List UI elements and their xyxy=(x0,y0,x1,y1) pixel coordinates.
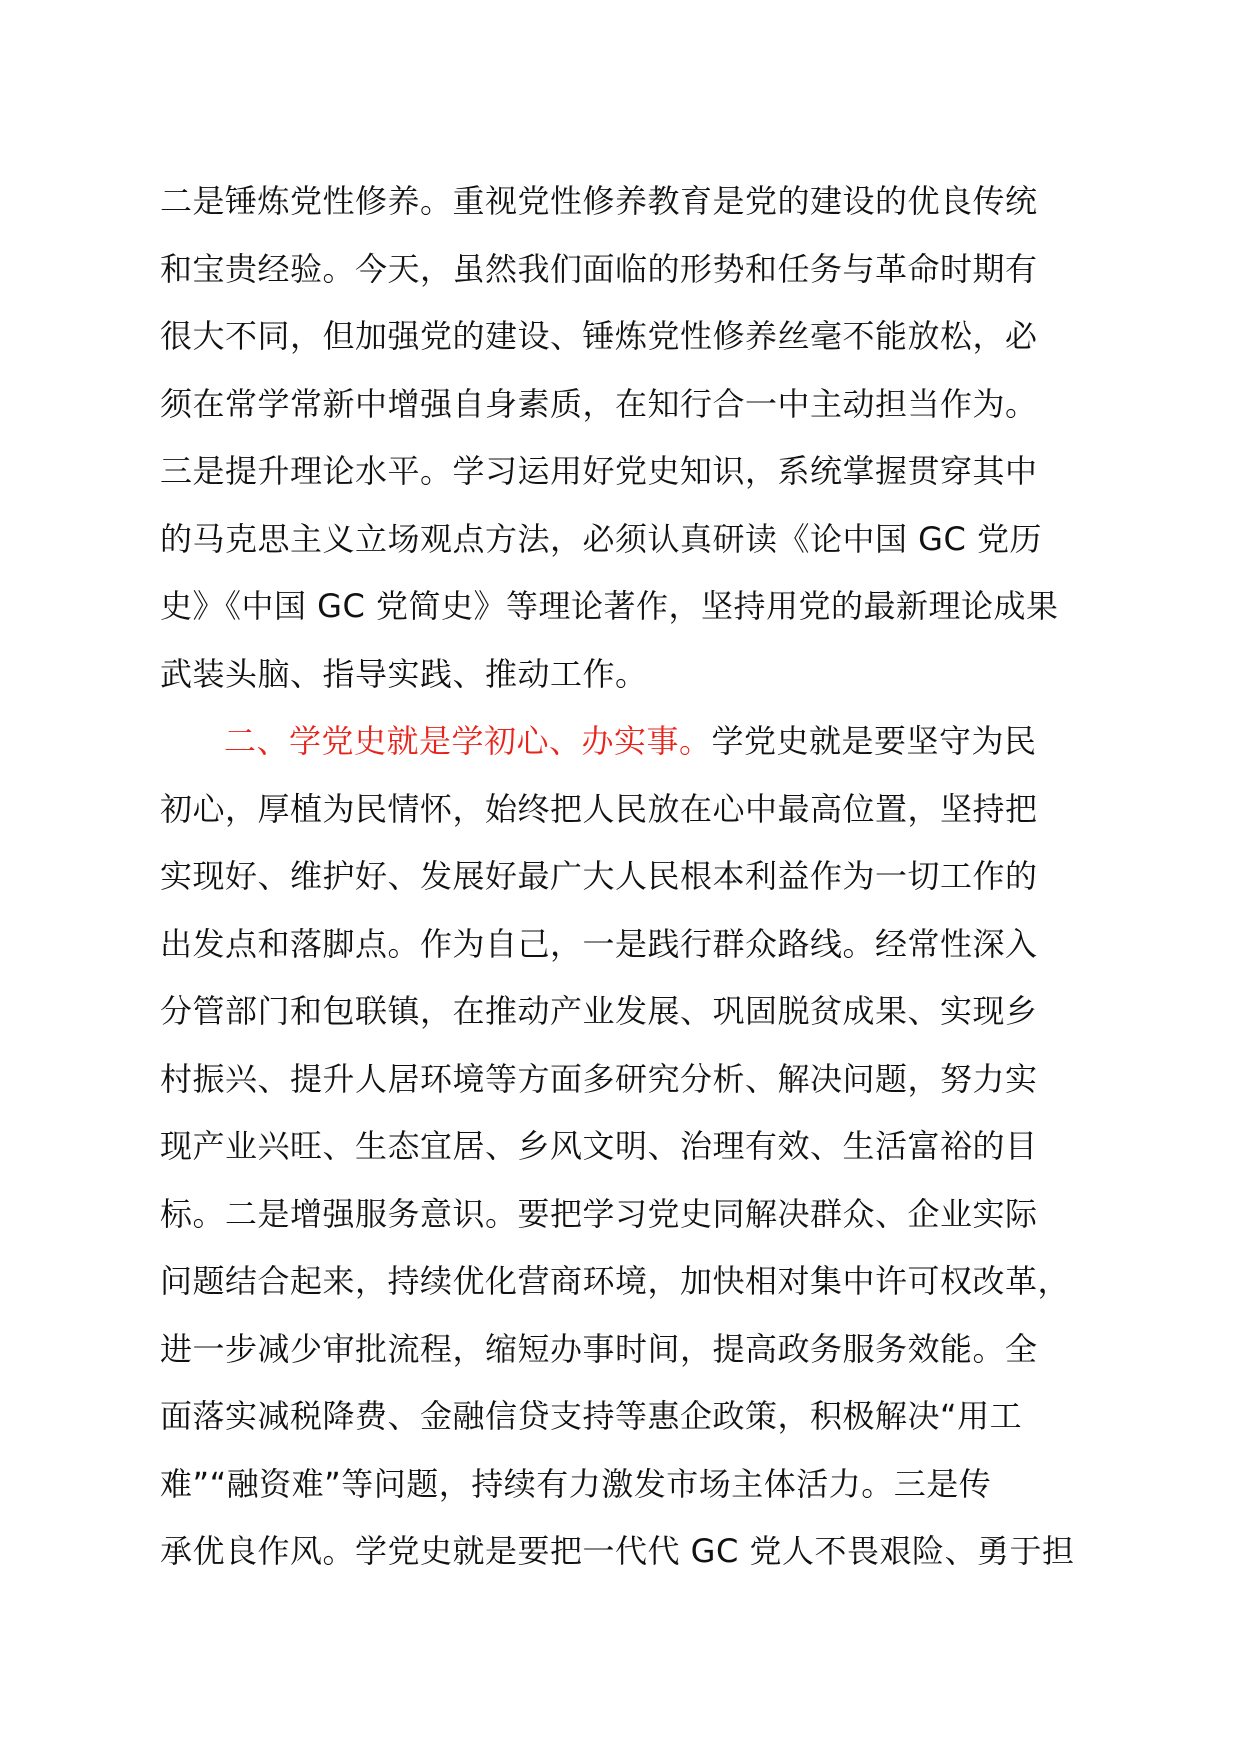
text-line: 面落实减税降费、金融信贷支持等惠企政策，积极解决“用工 xyxy=(160,1397,1023,1435)
text-line: 武装头脑、指导实践、推动工作。 xyxy=(160,654,648,693)
text-line: 进一步减少审批流程，缩短办事时间，提高政务服务效能。全 xyxy=(160,1329,1038,1368)
section-heading: 二、学党史就是学初心、办实事。 xyxy=(224,722,712,760)
text-line: 史》《中国 GC 党简史》等理论著作，坚持用党的最新理论成果 xyxy=(160,587,1059,625)
text-line: 分管部门和包联镇，在推动产业发展、巩固脱贫成果、实现乡 xyxy=(160,992,1038,1030)
text-line: 现产业兴旺、生态宜居、乡风文明、治理有效、生活富裕的目 xyxy=(160,1127,1038,1165)
text-line: 三是提升理论水平。学习运用好党史知识，系统掌握贯穿其中 xyxy=(160,452,1038,490)
text-line: 村振兴、提升人居环境等方面多研究分析、解决问题，努力实 xyxy=(160,1059,1038,1098)
text-line: 初心，厚植为民情怀，始终把人民放在心中最高位置，坚持把 xyxy=(160,789,1038,828)
text-line: 承优良作风。学党史就是要把一代代 GC 党人不畏艰险、勇于担 xyxy=(160,1532,1075,1570)
section-heading-line xyxy=(160,708,1100,776)
text-line: 问题结合起来，持续优化营商环境，加快相对集中许可权改革， xyxy=(160,1262,1071,1300)
body-text xyxy=(160,168,1100,1586)
text-line: 出发点和落脚点。作为自己，一是践行群众路线。经常性深入 xyxy=(160,924,1038,963)
text-line: 的马克思主义立场观点方法，必须认真研读《论中国 GC 党历 xyxy=(160,519,1042,558)
section-heading-continuation: 学党史就是要坚守为民 xyxy=(711,722,1037,760)
text-line: 很大不同，但加强党的建设、锤炼党性修养丝毫不能放松，必 xyxy=(160,317,1038,355)
text-line: 和宝贵经验。今天，虽然我们面临的形势和任务与革命时期有 xyxy=(160,249,1038,288)
text-line: 须在常学常新中增强自身素质，在知行合一中主动担当作为。 xyxy=(160,384,1038,423)
text-line: 实现好、维护好、发展好最广大人民根本利益作为一切工作的 xyxy=(160,857,1038,895)
text-line: 难”“融资难”等问题，持续有力激发市场主体活力。三是传 xyxy=(160,1464,992,1503)
text-line: 标。二是增强服务意识。要把学习党史同解决群众、企业实际 xyxy=(160,1194,1038,1233)
text-line: 二是锤炼党性修养。重视党性修养教育是党的建设的优良传统 xyxy=(160,182,1038,220)
